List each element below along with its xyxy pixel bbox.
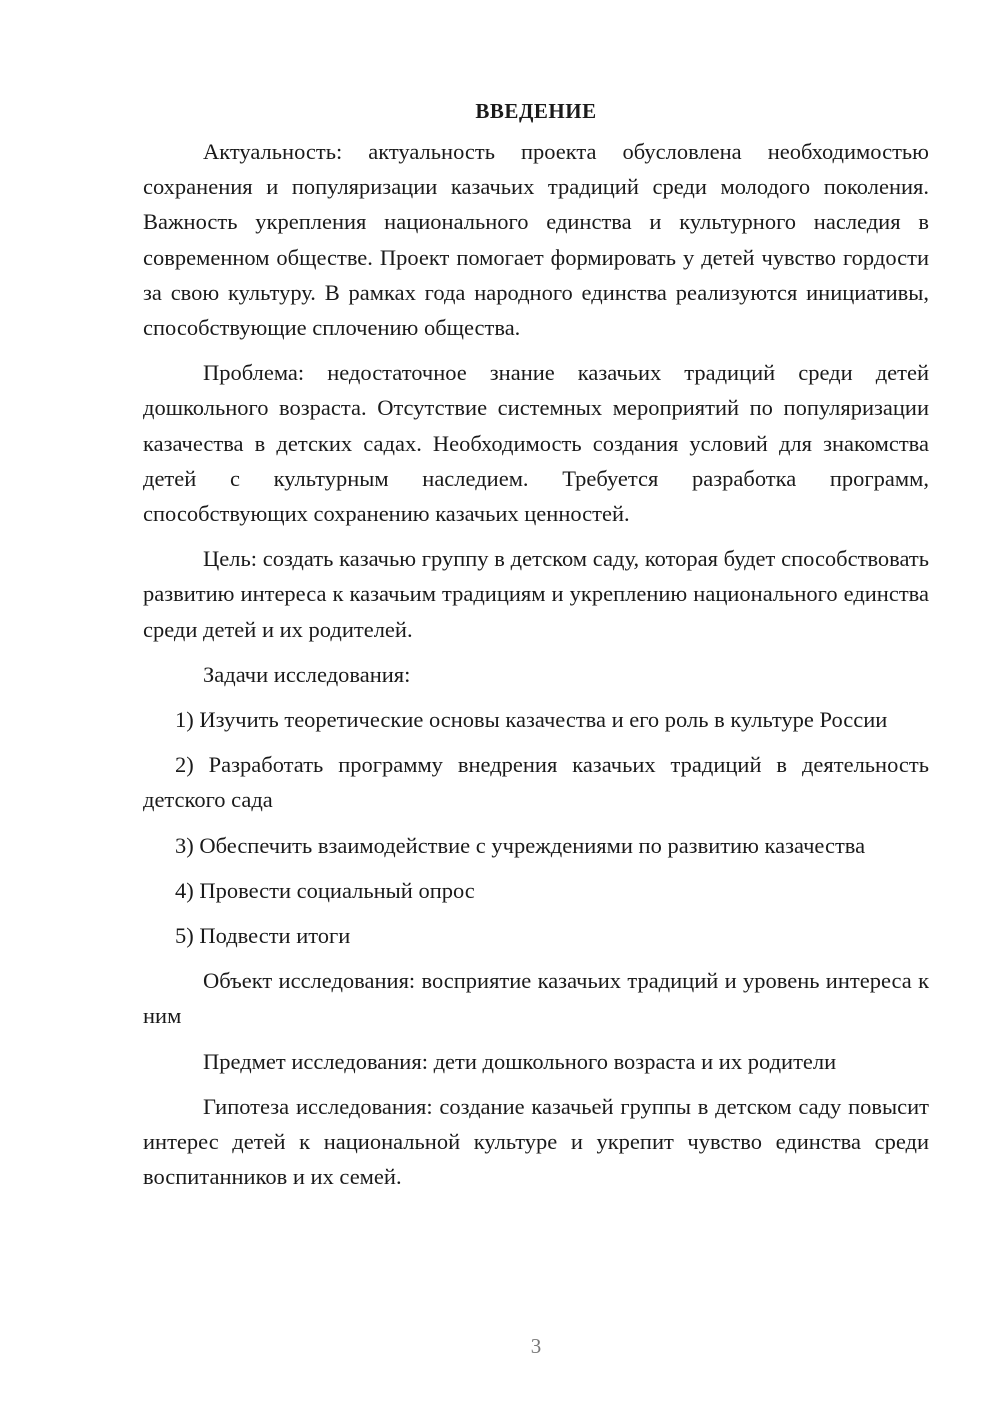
task-item: 3) Обеспечить взаимодействие с учреждениями по развитию казачества [175,832,866,858]
section-title: ВВЕДЕНИЕ [475,99,597,123]
task-item: 1) Изучить теоретические основы казачества и его роль в культуре России [175,707,888,733]
paragraph-tasks-heading: Задачи исследования: [203,661,411,687]
paragraph-goal: Цель: создать казачью группу в детском саду, которая будет способствовать развитию интереса к казачьим традициям и укреплению национального единства среди детей и их родителей. [143,546,929,642]
document-page [143,96,929,1194]
paragraph-subject: Предмет исследования: дети дошкольного возраста и их родители [203,1048,837,1074]
task-item: 4) Провести социальный опрос [175,877,475,903]
paragraph-hypothesis: Гипотеза исследования: создание казачьей группы в детском саду повысит интерес детей к национальной культуре и укрепит чувство единства среди воспитанников и их семей. [143,1093,929,1190]
paragraph-relevance: Актуальность: актуальность проекта обусловлена необходимостью сохранения и популяризации казачьих традиций среди молодого поколения. Важность укрепления национального единства и культурного наследия в современном обществе. Проект помогает формировать у детей чувство гордости за свою культуру. В рамках года народного единства реализуются инициативы, способствующие сплочению общества. [143,139,929,341]
page-number: 3 [530,1334,542,1358]
task-item: 5) Подвести итоги [175,923,351,949]
paragraph-problem: Проблема: недостаточное знание казачьих традиций среди детей дошкольного возраста. Отсутствие системных мероприятий по популяризации казачества в детских садах. Необходимость создания условий для знакомства детей с культурным наследием. Требуется разработка программ, способствующих сохранению казачьих ценностей. [143,360,929,527]
task-item: 2) Разработать программу внедрения казачьих традиций в деятельность детского сада [143,752,929,813]
paragraph-object: Объект исследования: восприятие казачьих традиций и уровень интереса к ним [143,968,929,1029]
